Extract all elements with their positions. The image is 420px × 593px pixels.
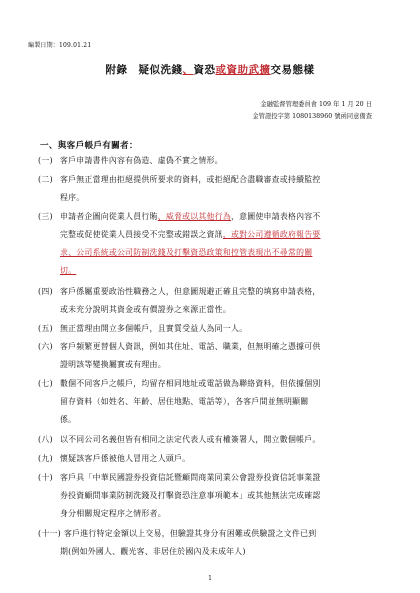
item-number: (七) [38, 379, 53, 388]
title-part-4: 或資助武擴 [215, 64, 271, 76]
list-item [38, 450, 383, 468]
item-text-revised: 切。 [60, 266, 77, 275]
item-text: 或未充分說明其資金或有價證券之來源正當性。 [60, 305, 231, 314]
item-text: 客戶具「中華民國證券投資信託暨顧問商業同業公會證券投資信託事業證 [60, 473, 321, 482]
item-number: (六) [38, 342, 53, 351]
title-part-2: 、 [182, 64, 194, 76]
list-item [38, 208, 383, 280]
item-text: 無正當理由開立多個帳戶，且實質受益人為同一人。 [60, 324, 248, 333]
item-text: 身分相關規定程序之情形者。 [60, 509, 166, 518]
item-number: (八) [38, 435, 53, 444]
item-text: 券投資顧問事業防制洗錢及打擊資恐注意事項範本」或其他無法完成確認 [60, 491, 321, 500]
item-number: (二) [38, 175, 53, 184]
item-number: (十) [38, 473, 53, 482]
item-number: (九) [38, 454, 53, 463]
approval-ref-line: 金管證投字第 1080138960 號函同意備查 [252, 113, 372, 120]
item-text: 客戶進行特定金額以上交易，但驗證其身分有困難或供驗證之文件已到 [64, 529, 317, 538]
list-item [38, 320, 383, 338]
item-text: 程序。 [60, 193, 85, 202]
item-number: (十一) [38, 529, 61, 538]
list-item [38, 469, 383, 523]
document-title [0, 62, 420, 77]
item-number: (一) [38, 156, 53, 165]
list-item [38, 525, 383, 561]
title-part-3: 資恐 [193, 64, 216, 76]
list-item [38, 431, 383, 449]
item-text: 數個不同客戶之帳戶，均留存相同地址或電話做為聯絡資料，但依據個別 [60, 379, 321, 388]
item-text-revised: ，或對公司遵循政府報告要 [222, 230, 321, 239]
item-text: 係。 [60, 415, 77, 424]
title-part-5: 交易態樣 [270, 64, 315, 76]
item-text: 期(例如外國人、觀光客、非居住於國內及未成年人) [60, 547, 246, 556]
list-item [38, 375, 383, 429]
section-heading: 一、與客戶帳戶有關者： [40, 141, 138, 151]
page-number: 1 [208, 575, 212, 582]
item-text: 客戶無正當理由拒絕提供所要求的資料，或拒絕配合盡職審查或持續監控 [60, 175, 321, 184]
title-part-1: 附錄 疑似洗錢 [105, 64, 183, 76]
approval-date-line: 金融監督管理委員會 109 年 1 月 20 日 [260, 101, 372, 108]
item-text: ，意圖使申請表格內容不 [230, 212, 321, 221]
item-text: 完整或促使從業人員接受不完整或錯誤之資訊 [60, 230, 223, 239]
item-number: (三) [38, 212, 53, 221]
list-item [38, 171, 383, 207]
item-text: 懷疑該客戶係被他人冒用之人頭戶。 [60, 454, 191, 463]
item-text-revised: 、威脅或以其他行為 [157, 212, 231, 221]
compile-date: 編製日期：109.01.21 [28, 42, 92, 49]
list-item [38, 338, 383, 374]
item-number: (四) [38, 287, 53, 296]
item-text: 客戶頻繁更替個人資訊，例如其住址、電話、職業，但無明確之憑據可供 [60, 342, 321, 351]
item-text: 證明該等變換屬實或有理由。 [60, 360, 166, 369]
item-text: 以不同公司名義但皆有相同之法定代表人或有權簽署人，開立數個帳戶。 [60, 435, 321, 444]
list-item [38, 283, 383, 319]
list-item [38, 152, 383, 170]
item-number: (五) [38, 324, 53, 333]
item-text: 客戶係屬重要政治性職務之人，但意圖規避正確且完整的填寫申請表格， [60, 287, 321, 296]
item-text: 留存資料（如姓名、年齡、居住地點、電話等），各客戶間並無明顯關 [60, 397, 309, 406]
item-text: 申請者企圖向從業人員行賄 [60, 212, 158, 221]
item-text: 客戶申請書件內容有偽造、虛偽不實之情形。 [60, 156, 223, 165]
item-text-revised: 求、公司系統或公司防制洗錢及打擊資恐政策和控管表現出不尋常的關 [60, 248, 313, 257]
